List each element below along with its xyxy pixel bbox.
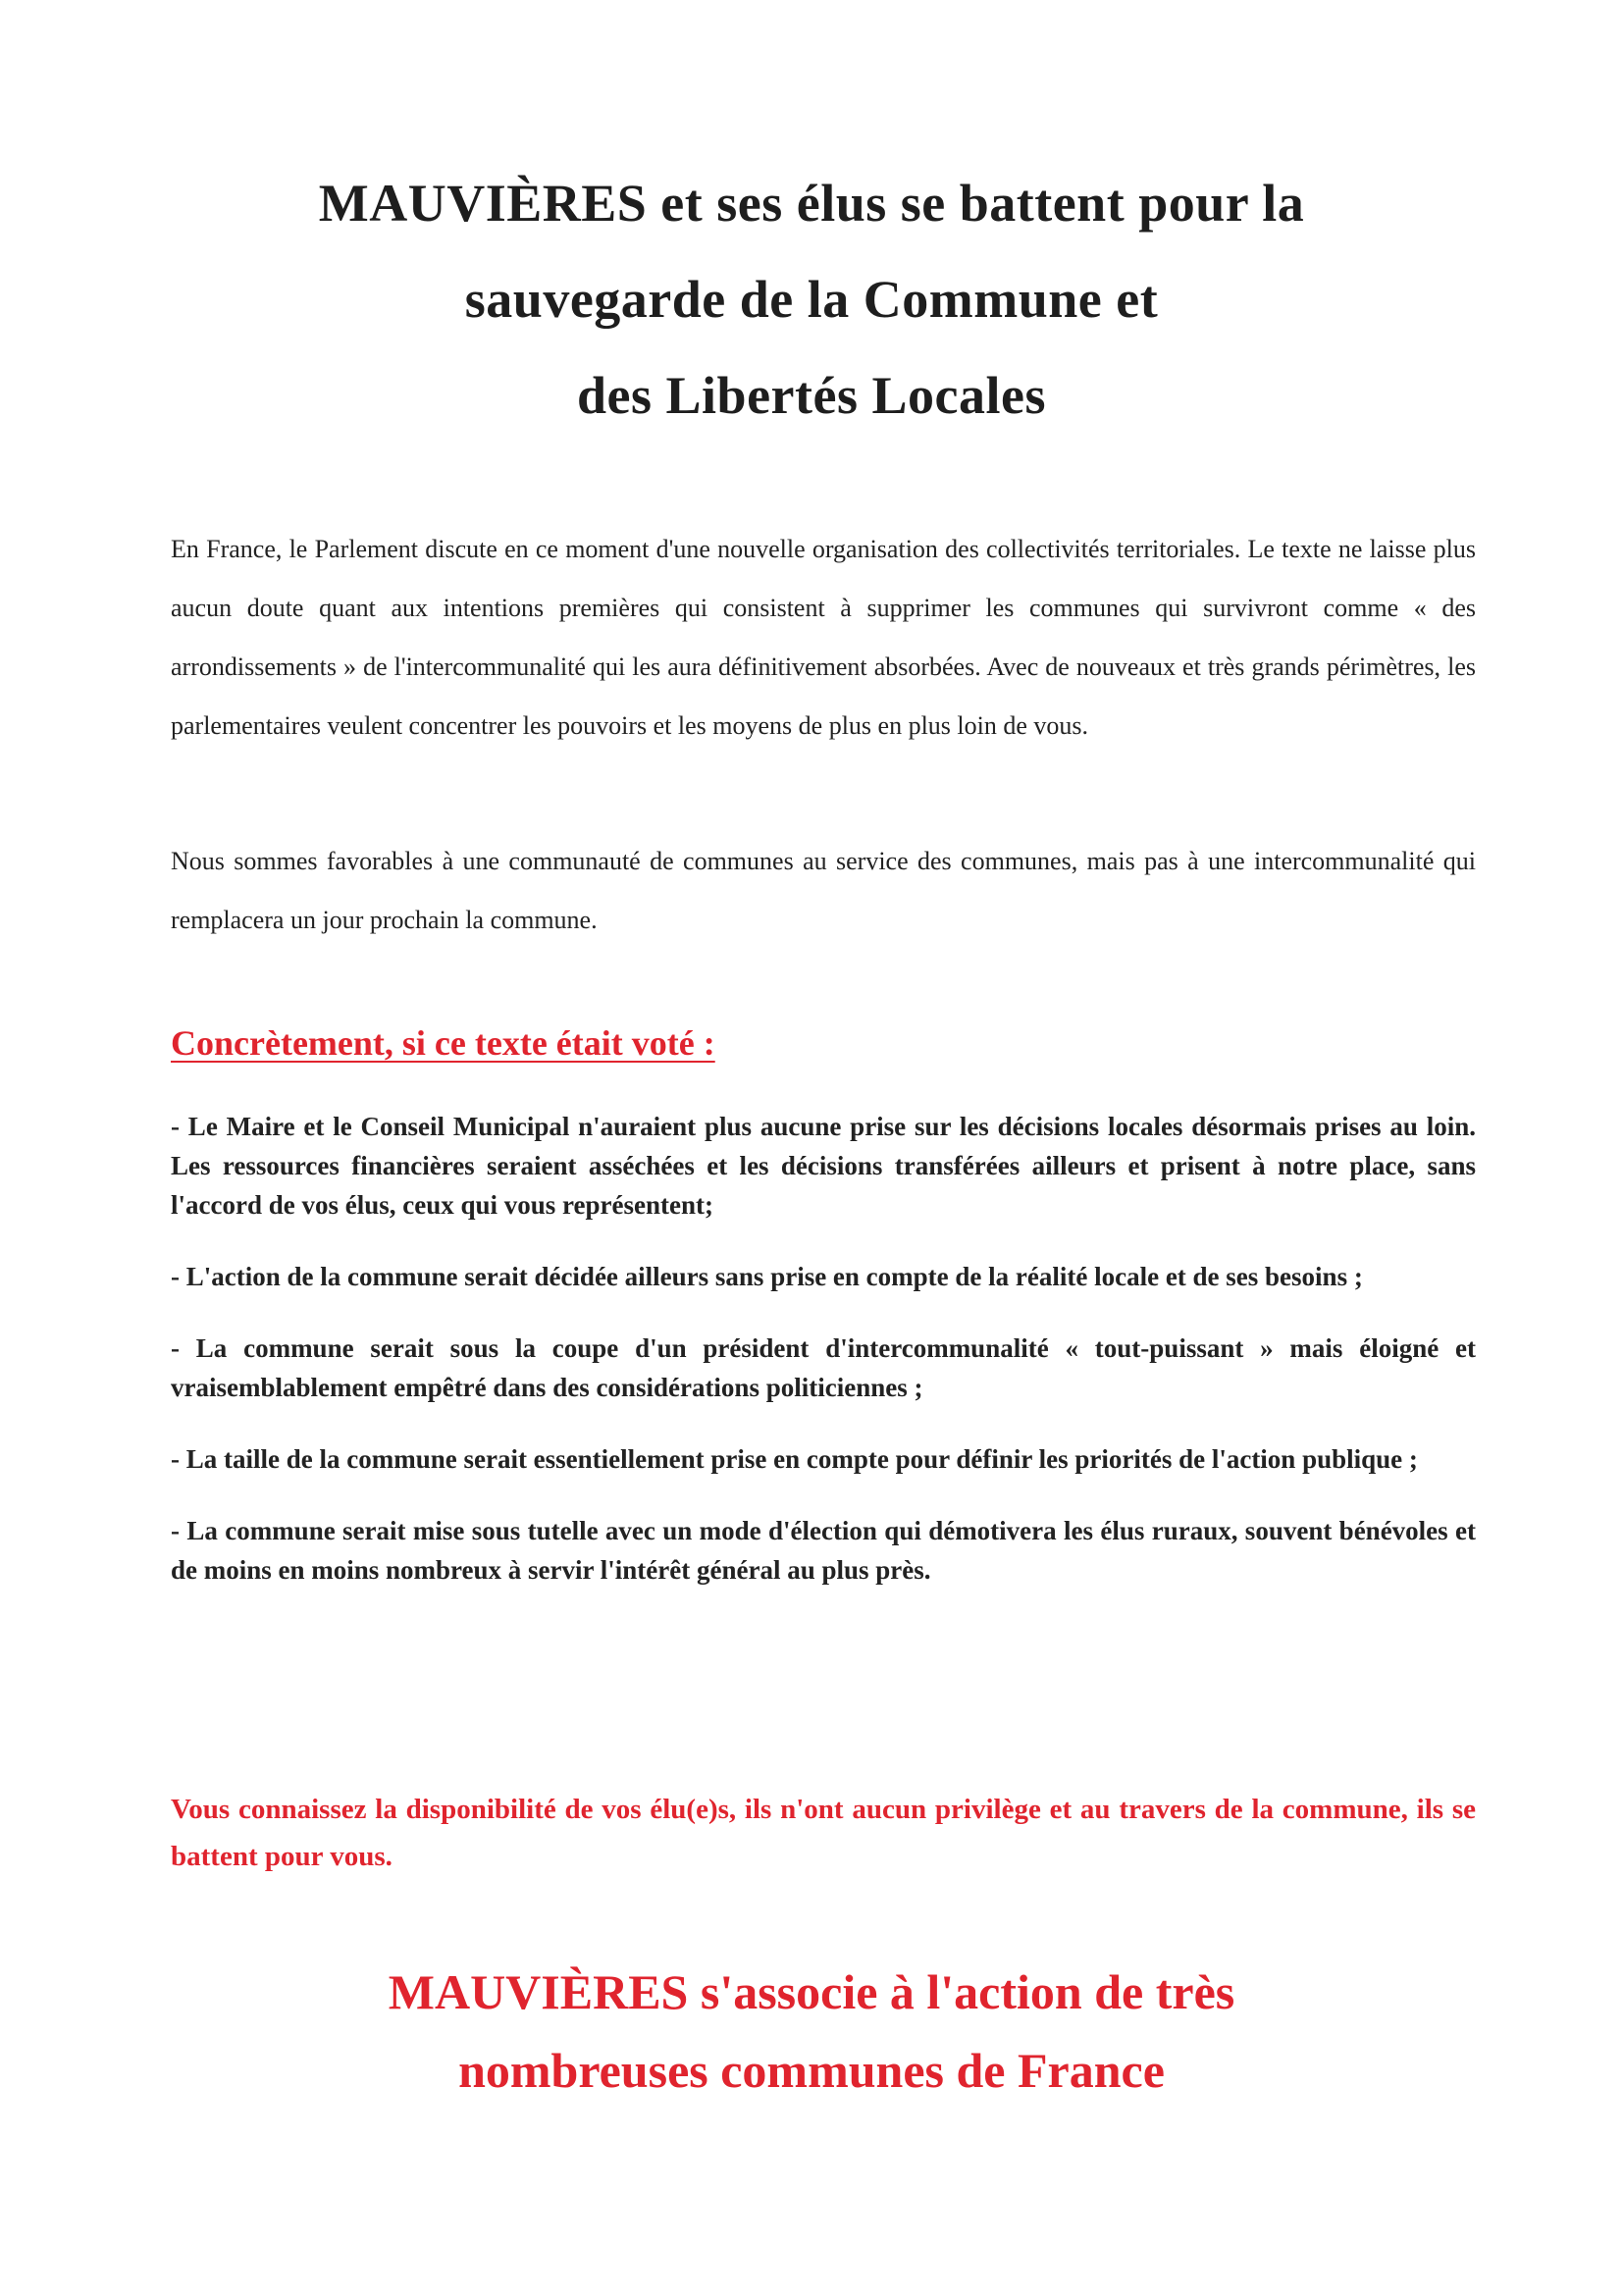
- list-item: - La commune serait sous la coupe d'un président d'intercommunalité « tout-puissant » mais éloigné et vraisemblablement empêtré dans des considérations politiciennes ;: [171, 1333, 1476, 1402]
- closing-statement: [196, 1953, 1427, 2110]
- closing-line-1: MAUVIÈRES s'associe à l'action de très: [388, 1964, 1235, 2019]
- callout-text: Vous connaissez la disponibilité de vos élu(e)s, ils n'ont aucun privilège et au travers de la commune, ils se battent pour vous.: [171, 1794, 1476, 1872]
- document-title: [196, 155, 1427, 444]
- intro-paragraph-1: En France, le Parlement discute en ce moment d'une nouvelle organisation des collectivités territoriales. Le texte ne laisse plus aucun doute quant aux intentions premières qui consistent à supprimer les communes qui survivront comme « des arrondissements » de l'intercommunalité qui les aura définitivement absorbées. Avec de nouveaux et très grands périmètres, les parlementaires veulent concentrer les pouvoirs et les moyens de plus en plus loin de vous.: [171, 535, 1476, 740]
- list-item: - Le Maire et le Conseil Municipal n'auraient plus aucune prise sur les décisions locales désormais prises au loin. Les ressources financières seraient asséchées et les décisions transférées ailleurs et prisent à notre place, sans l'accord de vos élus, ceux qui vous représentent;: [171, 1112, 1476, 1220]
- intro-paragraph-2: Nous sommes favorables à une communauté de communes au service des communes, mais pas à une intercommunalité qui remplacera un jour prochain la commune.: [171, 847, 1476, 934]
- consequences-list: [171, 1107, 1476, 1622]
- list-item: - L'action de la commune serait décidée ailleurs sans prise en compte de la réalité locale et de ses besoins ;: [171, 1262, 1363, 1291]
- title-line-2: sauvegarde de la Commune et: [464, 270, 1159, 329]
- closing-line-2: nombreuses communes de France: [458, 2043, 1165, 2098]
- consequences-heading: Concrètement, si ce texte était voté :: [171, 1023, 715, 1063]
- title-line-1: MAUVIÈRES et ses élus se battent pour la: [318, 174, 1305, 233]
- title-line-3: des Libertés Locales: [577, 366, 1046, 425]
- list-item: - La taille de la commune serait essentiellement prise en compte pour définir les priorités de l'action publique ;: [171, 1444, 1418, 1474]
- list-item: - La commune serait mise sous tutelle avec un mode d'élection qui démotivera les élus ruraux, souvent bénévoles et de moins en moins nombreux à servir l'intérêt général au plus près.: [171, 1516, 1476, 1585]
